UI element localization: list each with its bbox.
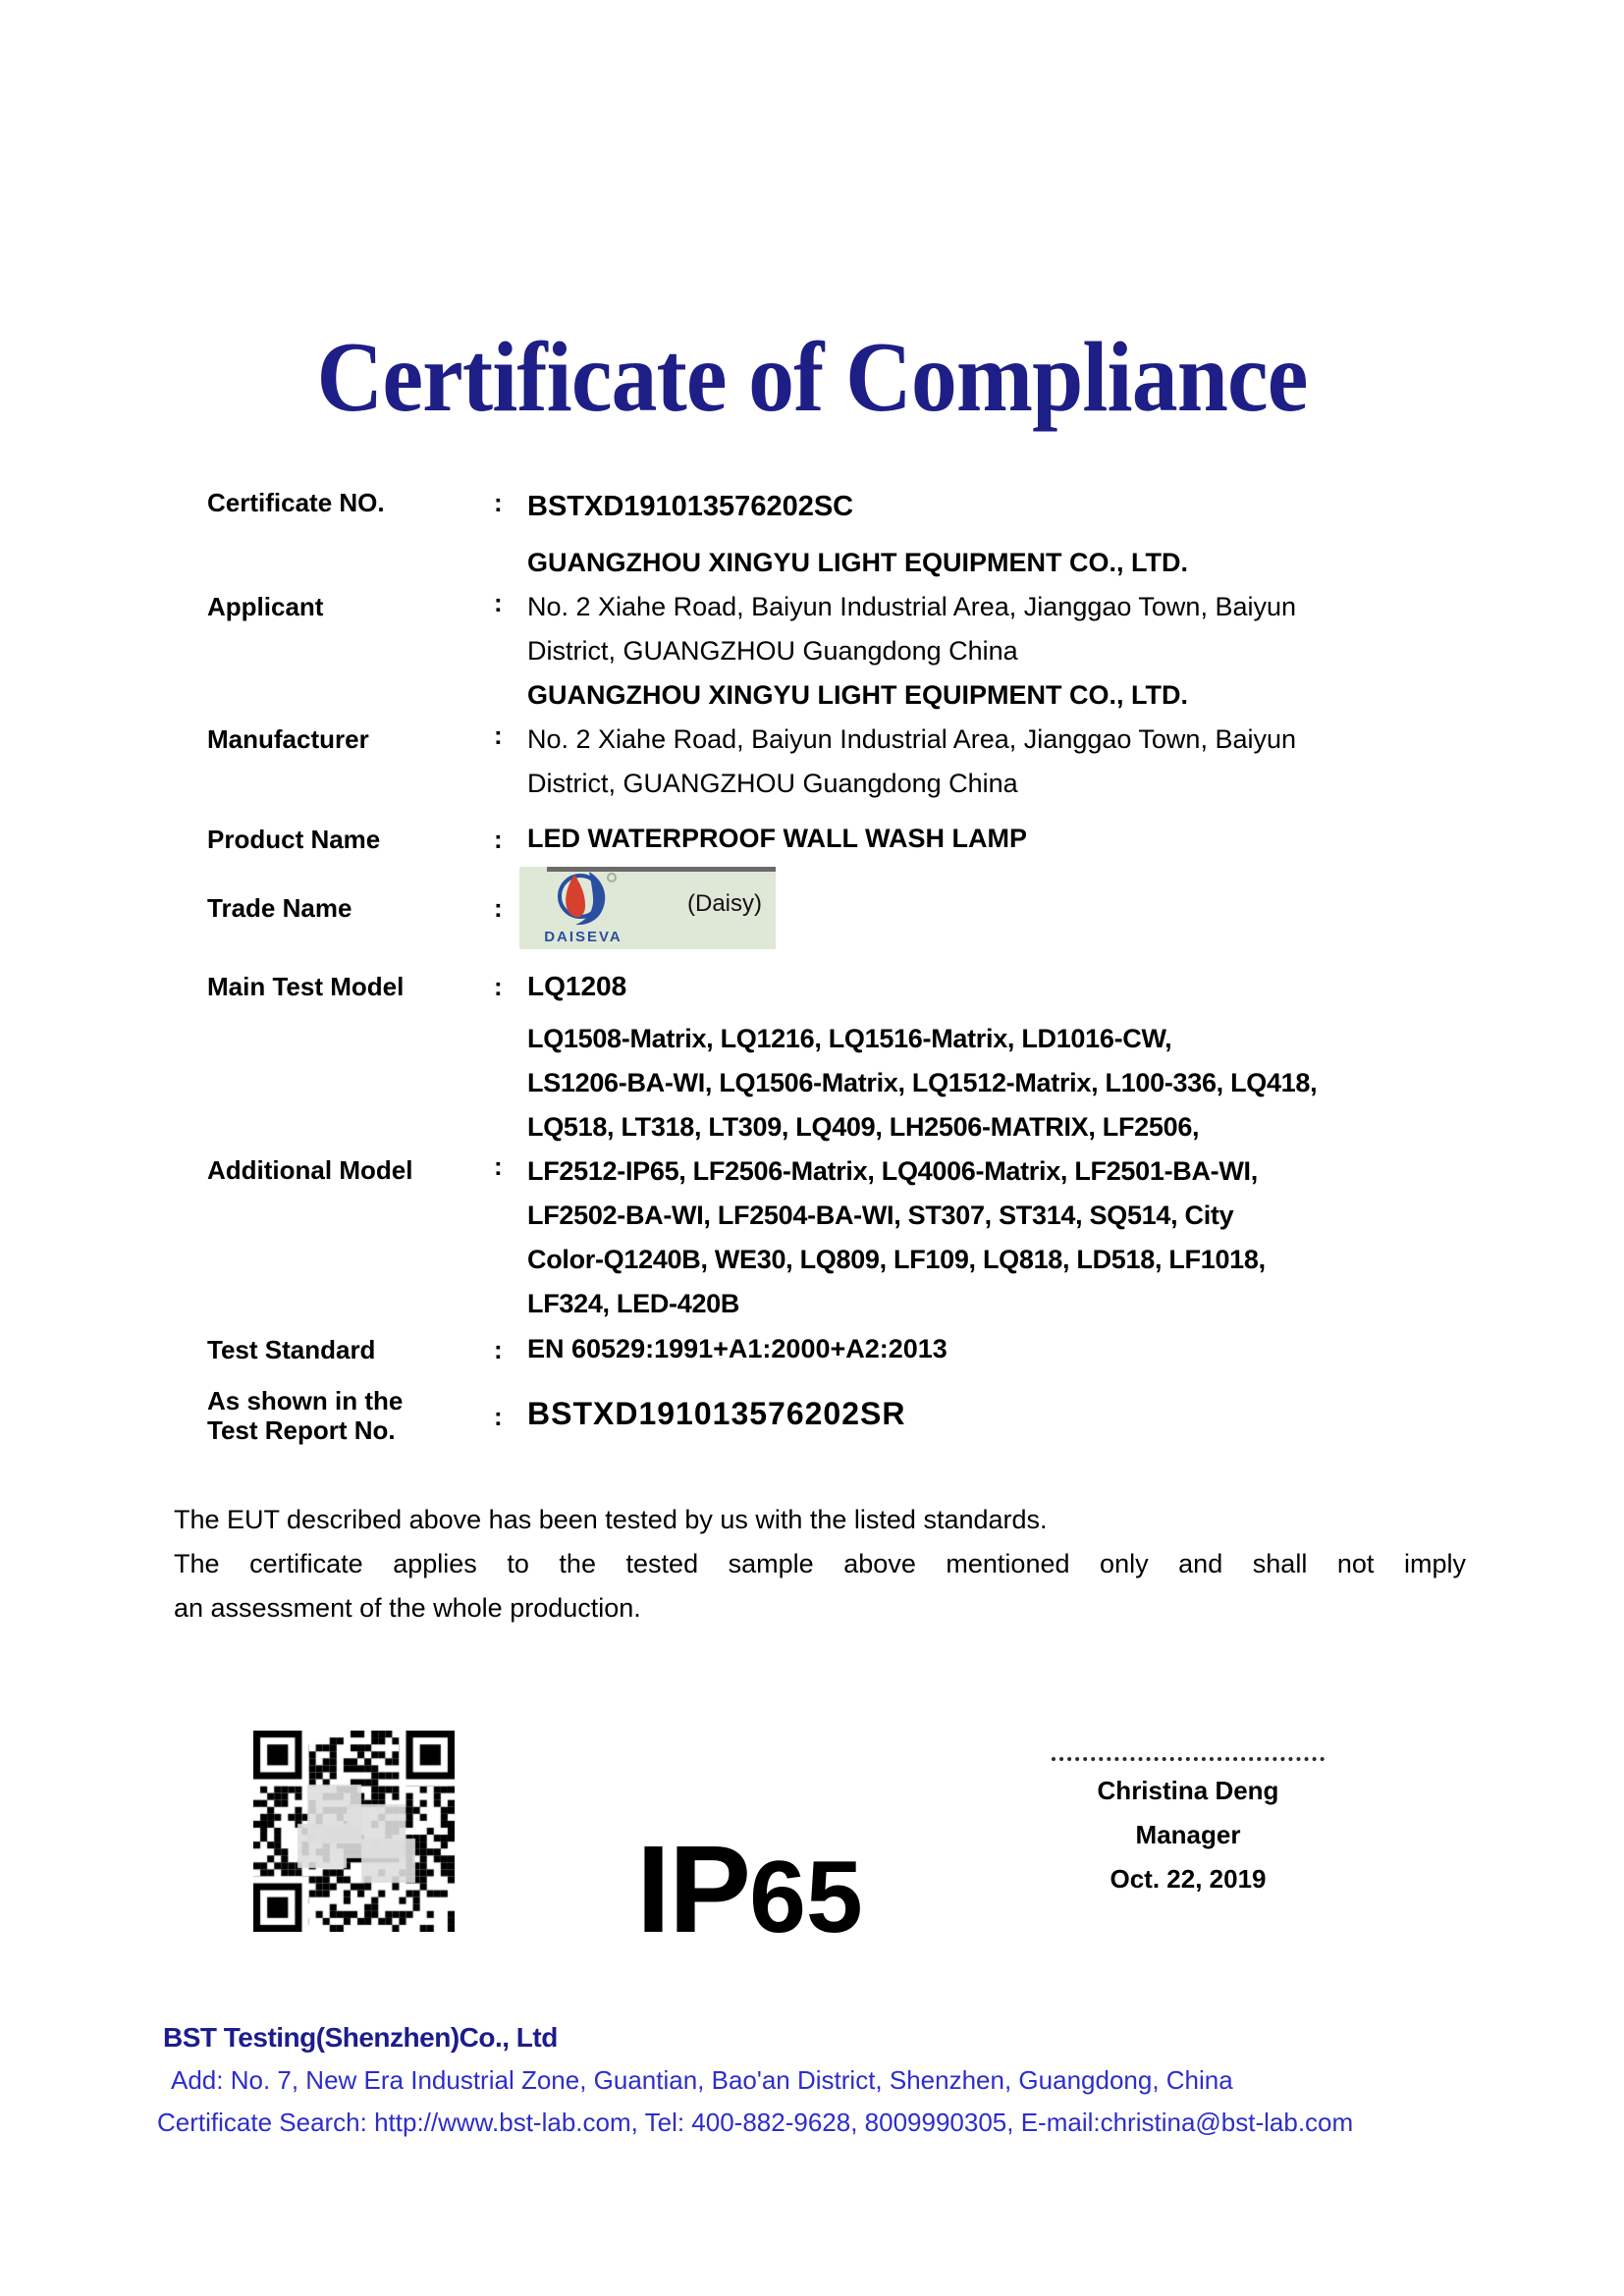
signature-dotted-line [1052,1757,1325,1761]
manufacturer-company: GUANGZHOU XINGYU LIGHT EQUIPMENT CO., LTD. [527,680,1188,710]
applicant-label: Applicant [207,592,324,621]
test-report-label: As shown in the Test Report No. [207,1386,404,1445]
additional-model-line: LF2512-IP65, LF2506-Matrix, LQ4006-Matrix, LF2501-BA-WI, [527,1156,1258,1186]
additional-model-line: LQ518, LT318, LT309, LQ409, LH2506-MATRIX, LF2506, [527,1112,1200,1142]
applicant-company: GUANGZHOU XINGYU LIGHT EQUIPMENT CO., LTD. [527,548,1188,577]
test-report-value: BSTXD191013576202SR [527,1396,906,1431]
manufacturer-address-1: No. 2 Xiahe Road, Baiyun Industrial Area, Jianggao Town, Baiyun [527,724,1296,754]
product-name-value: LED WATERPROOF WALL WASH LAMP [527,824,1027,853]
trade-name-label: Trade Name [207,893,352,923]
signature-block [1021,1757,1355,1901]
product-name-label: Product Name [207,825,381,854]
qr-code [253,1731,455,1932]
colon: : [494,893,503,923]
additional-model-line: LF324, LED-420B [527,1289,740,1318]
additional-model-label: Additional Model [207,1155,413,1185]
footer-contact: Certificate Search: http://www.bst-lab.com, Tel: 400-882-9628, 8009990305, E-mail:christina@bst-lab.com [157,2108,1354,2137]
manufacturer-label: Manufacturer [207,724,369,754]
test-standard-value: EN 60529:1991+A1:2000+A2:2013 [527,1334,947,1363]
footer-company-name: BST Testing(Shenzhen)Co., Ltd [163,2022,558,2053]
brand-note: (Daisy) [687,890,762,917]
signatory-name: Christina Deng [1097,1776,1279,1805]
colon: : [494,1335,503,1364]
colon: : [494,1151,503,1181]
manufacturer-value [527,673,1470,806]
colon: : [494,488,503,517]
footer-address: Add: No. 7, New Era Industrial Zone, Guantian, Bao'an District, Shenzhen, Guangdong, China [171,2065,1233,2095]
page-title: Certificate of Compliance [316,322,1308,433]
additional-model-line: LF2502-BA-WI, LF2504-BA-WI, ST307, ST314, SQ514, City [527,1201,1234,1230]
colon: : [494,588,503,617]
daiseva-logo-icon [545,871,620,928]
additional-model-line: LS1206-BA-WI, LQ1506-Matrix, LQ1512-Matrix, L100-336, LQ418, [527,1068,1318,1097]
additional-model-value [527,1017,1470,1326]
additional-model-line: LQ1508-Matrix, LQ1216, LQ1516-Matrix, LD1016-CW, [527,1024,1172,1053]
certificate-no-value: BSTXD191013576202SC [527,491,854,522]
certificate-no-label: Certificate NO. [207,488,385,517]
test-standard-label: Test Standard [207,1335,376,1364]
trade-name-logo-box [519,867,776,949]
colon: : [494,1402,503,1431]
ip65-rating: IP65 [636,1820,863,1958]
statement-paragraph [174,1498,1466,1630]
signature-date: Oct. 22, 2019 [1110,1864,1267,1894]
applicant-address-1: No. 2 Xiahe Road, Baiyun Industrial Area, Jianggao Town, Baiyun [527,592,1296,621]
signatory-title: Manager [1135,1820,1241,1849]
additional-model-line: Color-Q1240B, WE30, LQ809, LF109, LQ818, LD518, LF1018, [527,1245,1266,1274]
applicant-value [527,541,1470,673]
statement-line: The certificate applies to the tested sample above mentioned only and shall not imply [174,1549,1466,1578]
statement-line: The EUT described above has been tested by us with the listed standards. [174,1505,1048,1534]
colon: : [494,972,503,1001]
manufacturer-address-2: District, GUANGZHOU Guangdong China [527,769,1018,798]
statement-line: an assessment of the whole production. [174,1593,641,1623]
colon: : [494,721,503,750]
applicant-address-2: District, GUANGZHOU Guangdong China [527,636,1018,666]
main-test-model-value: LQ1208 [527,971,627,1001]
main-test-model-label: Main Test Model [207,972,405,1001]
colon: : [494,825,503,854]
brand-wordmark: DAISEVA [544,929,623,945]
